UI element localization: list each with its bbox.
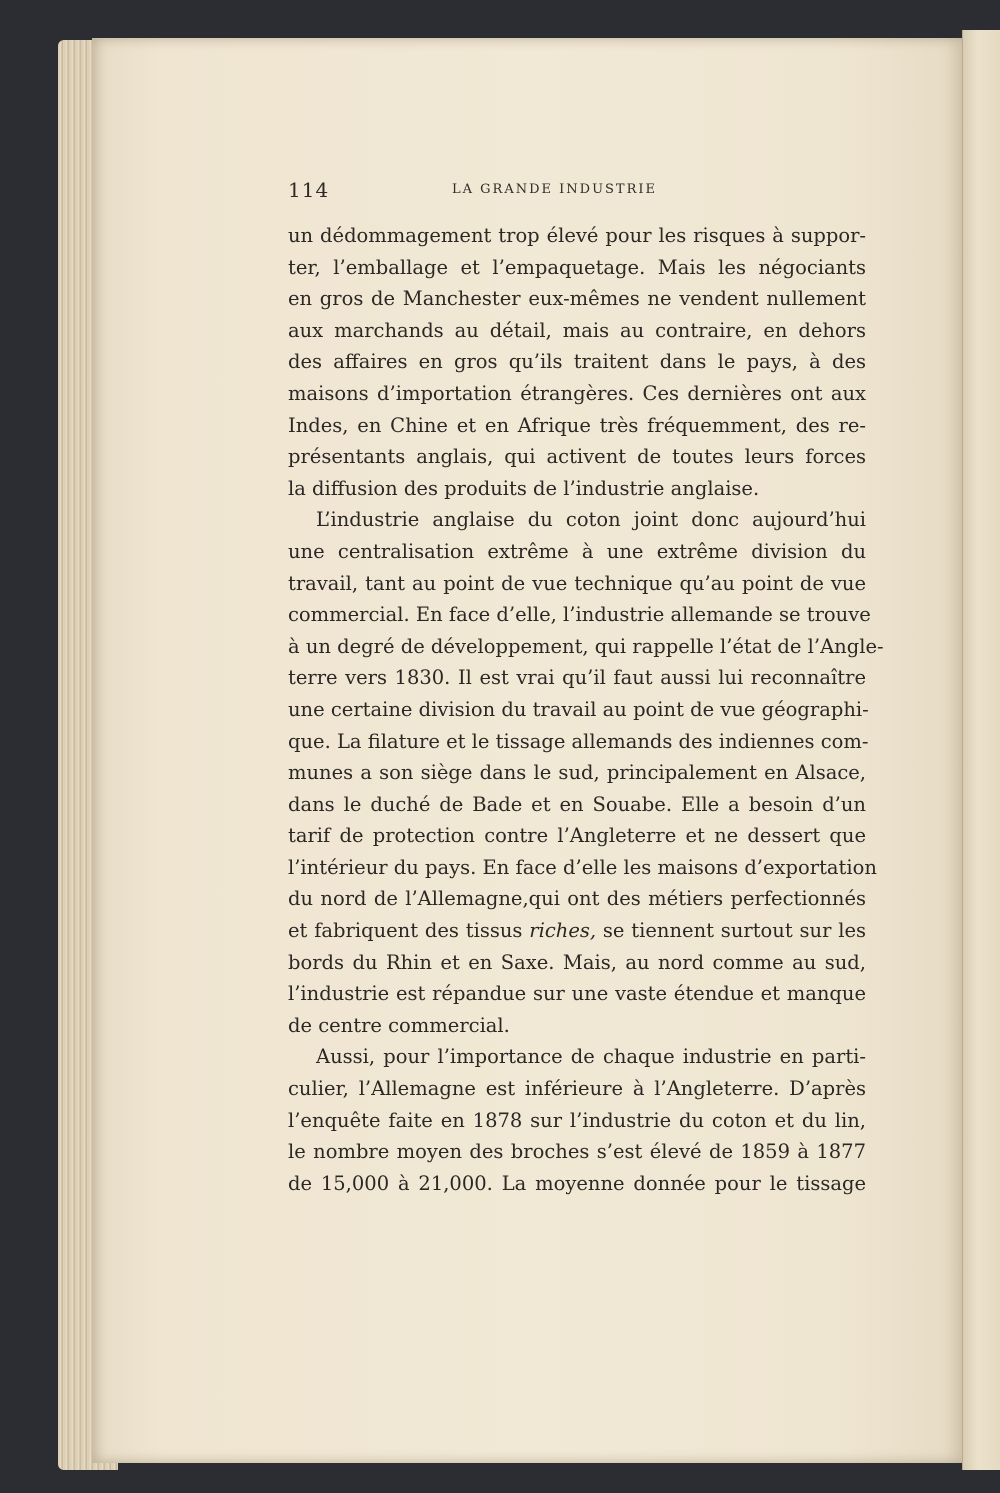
text-line: maisons d’importation étrangères. Ces dernières ont aux xyxy=(288,381,866,405)
text-line: une centralisation extrême à une extrême division du xyxy=(288,539,866,563)
page-header xyxy=(288,178,868,208)
text-line: commercial. En face d’elle, l’industrie allemande se trouve xyxy=(288,603,871,627)
body-text xyxy=(288,220,884,1199)
page-number: 114 xyxy=(288,178,330,202)
text-line: l’industrie est répandue sur une vaste étendue et manque xyxy=(288,982,866,1006)
text-line: travail, tant au point de vue technique qu’au point de vue xyxy=(288,571,866,595)
text-line: ter, l’emballage et l’empaquetage. Mais les négociants xyxy=(288,255,866,279)
text-run: se tiennent surtout sur les xyxy=(602,919,867,943)
text-line: le nombre moyen des broches s’est élevé de 1859 à 1877 xyxy=(288,1140,866,1164)
italic-word: riches, xyxy=(529,919,597,943)
paragraph-start-line: L’industrie anglaise du coton joint donc aujourd’hui xyxy=(316,508,866,532)
text-line: en gros de Manchester eux-mêmes ne vendent nullement xyxy=(288,287,866,311)
facing-page-edge xyxy=(962,30,1000,1470)
text-line: une certaine division du travail au point de vue géographi- xyxy=(288,697,869,721)
text-line-with-italic xyxy=(288,915,866,947)
text-line: dans le duché de Bade et en Souabe. Elle a besoin d’un xyxy=(288,792,866,816)
text-line: l’enquête faite en 1878 sur l’industrie du coton et du lin, xyxy=(288,1108,866,1132)
text-run: et fabriquent des tissus xyxy=(288,919,523,943)
text-line: terre vers 1830. Il est vrai qu’il faut aussi lui reconnaître xyxy=(288,666,866,690)
text-line: aux marchands au détail, mais au contraire, en dehors xyxy=(288,318,866,342)
text-line: Indes, en Chine et en Afrique très fréquemment, des re- xyxy=(288,413,866,437)
text-line: des affaires en gros qu’ils traitent dans le pays, à des xyxy=(288,350,866,374)
text-line: de 15,000 à 21,000. La moyenne donnée pour le tissage xyxy=(288,1171,866,1195)
text-line: la diffusion des produits de l’industrie anglaise. xyxy=(288,476,760,500)
text-line: un dédommagement trop élevé pour les risques à suppor- xyxy=(288,224,866,247)
text-line: munes a son siège dans le sud, principalement en Alsace, xyxy=(288,761,866,785)
text-line: l’intérieur du pays. En face d’elle les maisons d’exportation xyxy=(288,855,877,879)
text-line: à un degré de développement, qui rappelle l’état de l’Angle- xyxy=(288,634,884,658)
text-line: présentants anglais, qui activent de toutes leurs forces xyxy=(288,445,866,469)
running-head: LA GRANDE INDUSTRIE xyxy=(452,182,658,197)
text-line: de centre commercial. xyxy=(288,1013,510,1037)
text-line: culier, l’Allemagne est inférieure à l’Angleterre. D’après xyxy=(288,1077,866,1101)
text-line: bords du Rhin et en Saxe. Mais, au nord comme au sud, xyxy=(288,950,866,974)
paragraph-start-line: Aussi, pour l’importance de chaque industrie en parti- xyxy=(316,1045,866,1069)
text-line: tarif de protection contre l’Angleterre et ne dessert que xyxy=(288,824,866,848)
text-line: du nord de l’Allemagne,qui ont des métiers perfectionnés xyxy=(288,887,866,911)
text-line: que. La filature et le tissage allemands des indiennes com- xyxy=(288,729,869,753)
